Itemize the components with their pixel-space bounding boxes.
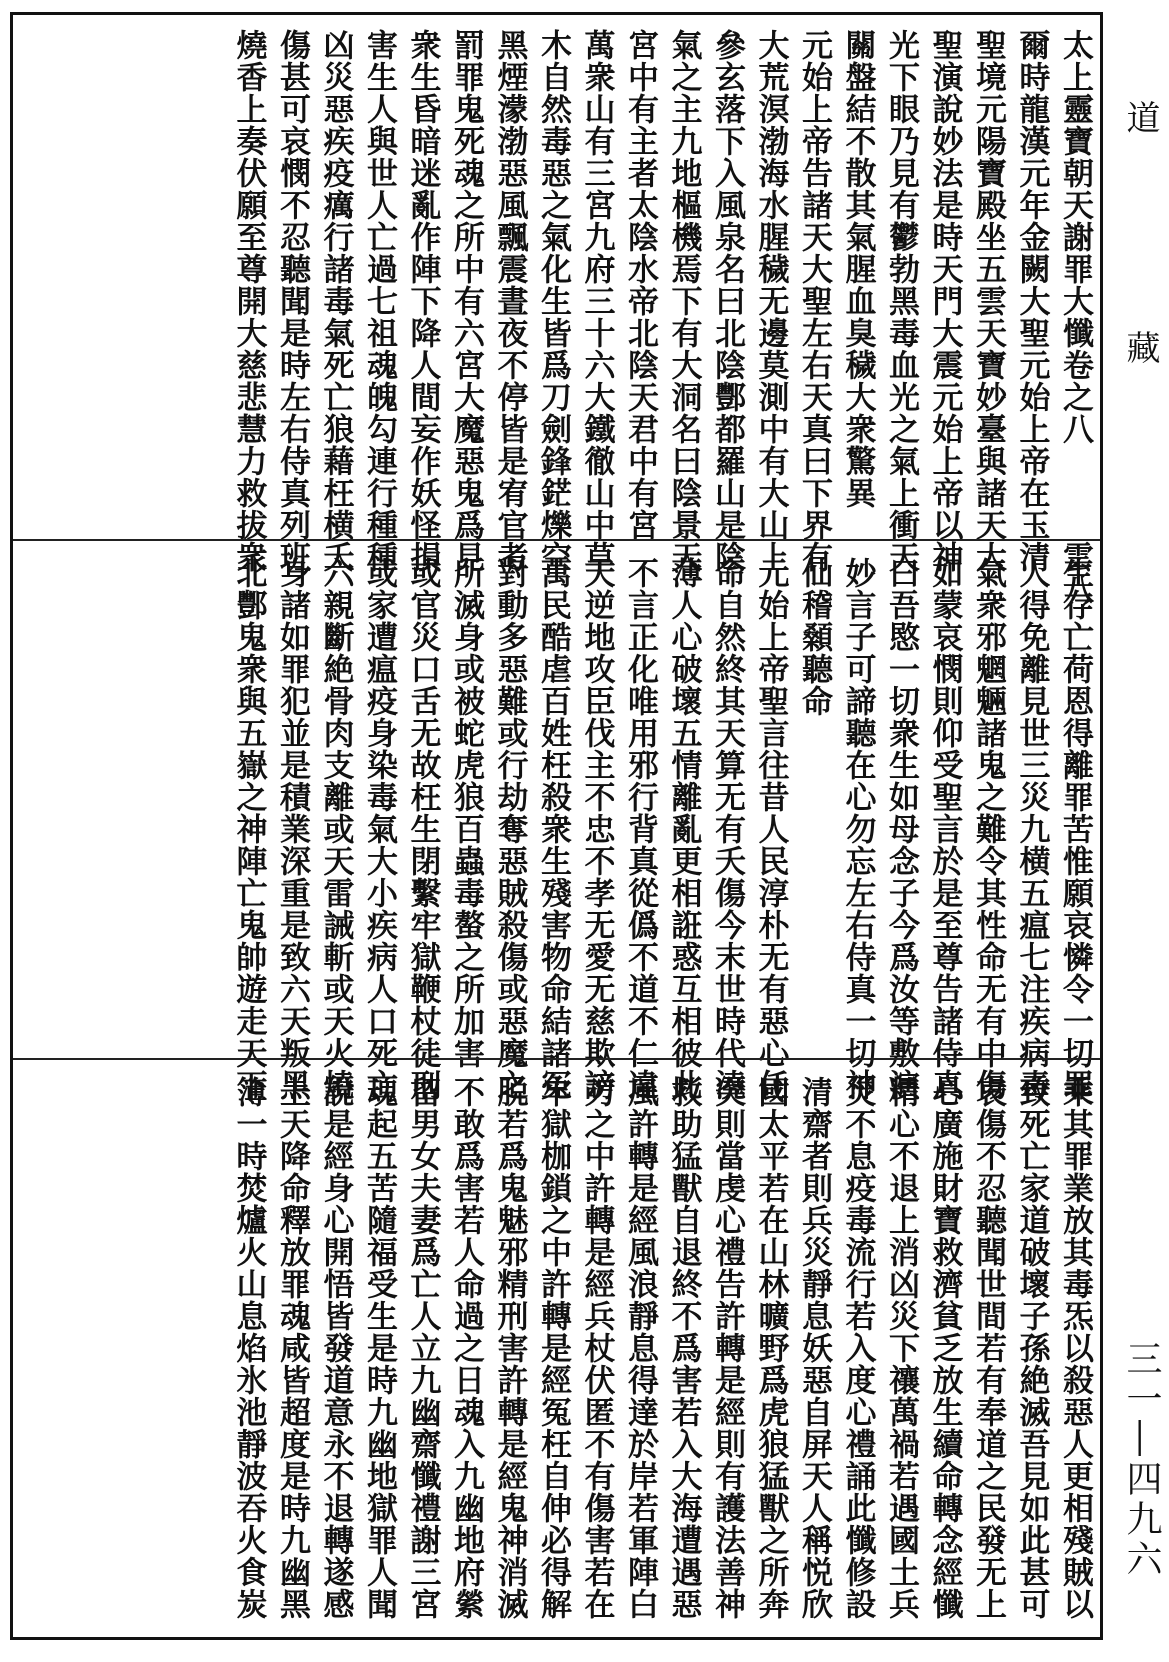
- text-column: 精心不退上消凶災下禳萬禍若遇國土兵: [883, 1076, 919, 1620]
- text-column: 太上靈寶朝天謝罪大懺卷之八 雲八: [1057, 29, 1093, 605]
- text-column: 刃之中許轉是經兵杖伏匿不有傷害若在: [578, 1076, 615, 1620]
- text-column: 曰吾愍一切衆生如母念子今爲汝等敷演: [883, 557, 919, 1101]
- panel-1: [13, 15, 1100, 605]
- text-column: 風許轉是經風浪靜息得達於岸若軍陣白: [622, 1076, 658, 1620]
- text-column: 害生人與世人亡過七祖魂魄勾連行種種: [361, 29, 397, 573]
- text-column: 元始上帝告諸天大聖左右天真曰下界有: [796, 29, 832, 573]
- panel-3: [13, 1062, 1100, 1637]
- text-column: 衆生昏暗迷亂作陣下降人間妄作妖怪損: [404, 29, 441, 573]
- text-column: 如蒙哀憫則仰受聖言於是至尊告諸侍真: [926, 557, 963, 1101]
- text-column: 或官災口舌无故枉生閉繫牢獄鞭杖徒刑: [404, 557, 441, 1101]
- text-column: 所滅身或被蛇虎狼百蟲毒螯之所加害: [448, 557, 484, 1069]
- text-column: 留男女夫妻爲亡人立九幽齋懺禮謝三宮: [404, 1076, 441, 1620]
- text-column: 北酆鬼衆與五嶽之神陣亡鬼帥遊走天下: [230, 557, 267, 1101]
- text-column: 凶災惡疾疫癘行諸毒氣死亡狼藉枉横夭: [317, 29, 354, 573]
- text-column: 關盤結不散其氣腥血臭穢大衆驚異: [839, 29, 876, 509]
- text-column: 天逆地攻臣伐主不忠不孝无愛无慈欺謗: [578, 557, 615, 1101]
- text-column: 傷甚可哀憫不忍聽聞是時左右侍真列班: [274, 29, 310, 573]
- text-column: 萬衆山有三宮九府三十六大鐵徹山中草: [578, 29, 615, 573]
- panel-divider-2: [13, 1058, 1100, 1060]
- text-column: 哀傷不忍聽聞世間若有奉道之民發无上: [970, 1076, 1006, 1620]
- text-column: 仙稽顙聽命: [796, 557, 832, 717]
- text-column: 萬民酷虐百姓枉殺衆生殘害物命結諸冤: [535, 557, 571, 1101]
- text-column: 氣之主九地樞機焉下有大洞名曰陰景天: [665, 29, 702, 573]
- text-column: 或家遭瘟疫身染毒氣大小疾病人口死亡: [361, 557, 397, 1101]
- text-column: 災不息疫毒流行若入度心禮誦此懺修設: [839, 1076, 876, 1620]
- text-column: 心廣施財寶救濟貧乏放生續命轉念經懺: [926, 1076, 963, 1620]
- text-column: 不言正化唯用邪行背真從僞不道不仁違: [622, 557, 658, 1101]
- text-column: 黑煙濛渤惡風飄震晝夜不停皆是宥官考: [491, 29, 528, 573]
- text-column: 妙言子可諦聽在心勿忘左右侍真一切神: [839, 557, 876, 1101]
- side-label-zang: 藏: [1120, 330, 1160, 364]
- text-column: 身諸如罪犯並是積業深重是致六天叛黑: [274, 557, 310, 1101]
- text-column: 燒香上奏伏願至尊開大慈悲慧力救拔衆: [230, 29, 267, 573]
- text-column: 罰罪鬼死魂之所中有六宮大魔惡鬼爲見: [448, 29, 484, 573]
- text-column: 救助猛獸自退終不爲害若入大海遭遇惡: [665, 1076, 702, 1620]
- page-number: 三一―四九六: [1121, 1340, 1162, 1580]
- text-column: 命自然終其天算无有夭傷今末世時代澆: [709, 557, 745, 1101]
- text-column: 人得免離見世三災九横五瘟七注疾病毒: [1013, 557, 1050, 1101]
- side-label-dao: 道: [1120, 100, 1160, 134]
- text-column: 宮中有主者太陰水帝北陰天君中有宮: [622, 29, 658, 541]
- text-column: 爾時龍漢元年金闕大聖元始上帝在玉清: [1013, 29, 1050, 573]
- text-column: 薄人心破壞五情離亂更相誑惑互相彼此: [665, 557, 702, 1101]
- text-column: 脱若爲鬼魅邪精刑害許轉是經鬼神消滅: [491, 1076, 528, 1620]
- panel-divider-1: [13, 539, 1100, 541]
- text-column: 元始上帝聖言往昔人民淳朴无有惡心任: [752, 557, 789, 1101]
- text-column: 致死亡家道破壞子孫絶滅吾見如此甚可: [1013, 1076, 1050, 1620]
- text-column: 說是經身心開悟皆發道意永不退轉遂感: [317, 1076, 354, 1620]
- text-column: 木自然毒惡之氣化生皆爲刀劍鋒鋩爍空: [535, 29, 571, 573]
- text-column: 魂起五苦隨福受生是時九幽地獄罪人聞: [361, 1076, 397, 1620]
- text-column: 六親斷絶骨肉支離或天雷誡斬或天火燒: [317, 557, 354, 1101]
- text-column: 不敢爲害若人命過之日魂入九幽地府縈: [448, 1076, 484, 1620]
- text-column: 生存亡荷恩得離罪苦惟願哀憐令一切罪: [1057, 557, 1093, 1101]
- text-column: 乘其罪業放其毒炁以殺惡人更相殘賊以: [1057, 1076, 1093, 1620]
- panel-2: [13, 543, 1100, 1101]
- text-column: 光下眼乃見有鬱勃黑毒血光之氣上衝天: [883, 29, 919, 573]
- text-column: 簿一時焚爐火山息焰氷池靜波吞火食炭: [230, 1076, 267, 1620]
- text-column: 牢獄枷鎖之中許轉是經冤枉自伸必得解: [535, 1076, 571, 1620]
- text-column: 突則當虔心禮告許轉是經則有護法善神: [709, 1076, 745, 1620]
- text-column: 聖演說妙法是時天門大震元始上帝以神: [926, 29, 963, 573]
- text-column: 氣衆邪魍魎諸鬼之難令其性命无有中傷: [970, 557, 1006, 1101]
- text-column: 上天降命釋放罪魂咸皆超度是時九幽黑: [274, 1076, 310, 1620]
- page-frame: [10, 12, 1103, 1640]
- text-column: 國太平若在山林曠野爲虎狼猛獸之所奔: [752, 1076, 789, 1620]
- text-column: 參玄落下入風泉名曰北陰酆都羅山是陰: [709, 29, 745, 573]
- text-column: 聖境元陽寶殿坐五雲天寶妙臺與諸天大: [970, 29, 1006, 573]
- text-column: 對動多惡難或行劫奪惡賊殺傷或惡魔之: [491, 557, 528, 1101]
- text-column: 大荒溟渤海水腥穢无邊莫測中有大山上: [752, 29, 789, 573]
- text-column: 清齋者則兵災靜息妖惡自屏天人稱悦欣: [796, 1076, 832, 1620]
